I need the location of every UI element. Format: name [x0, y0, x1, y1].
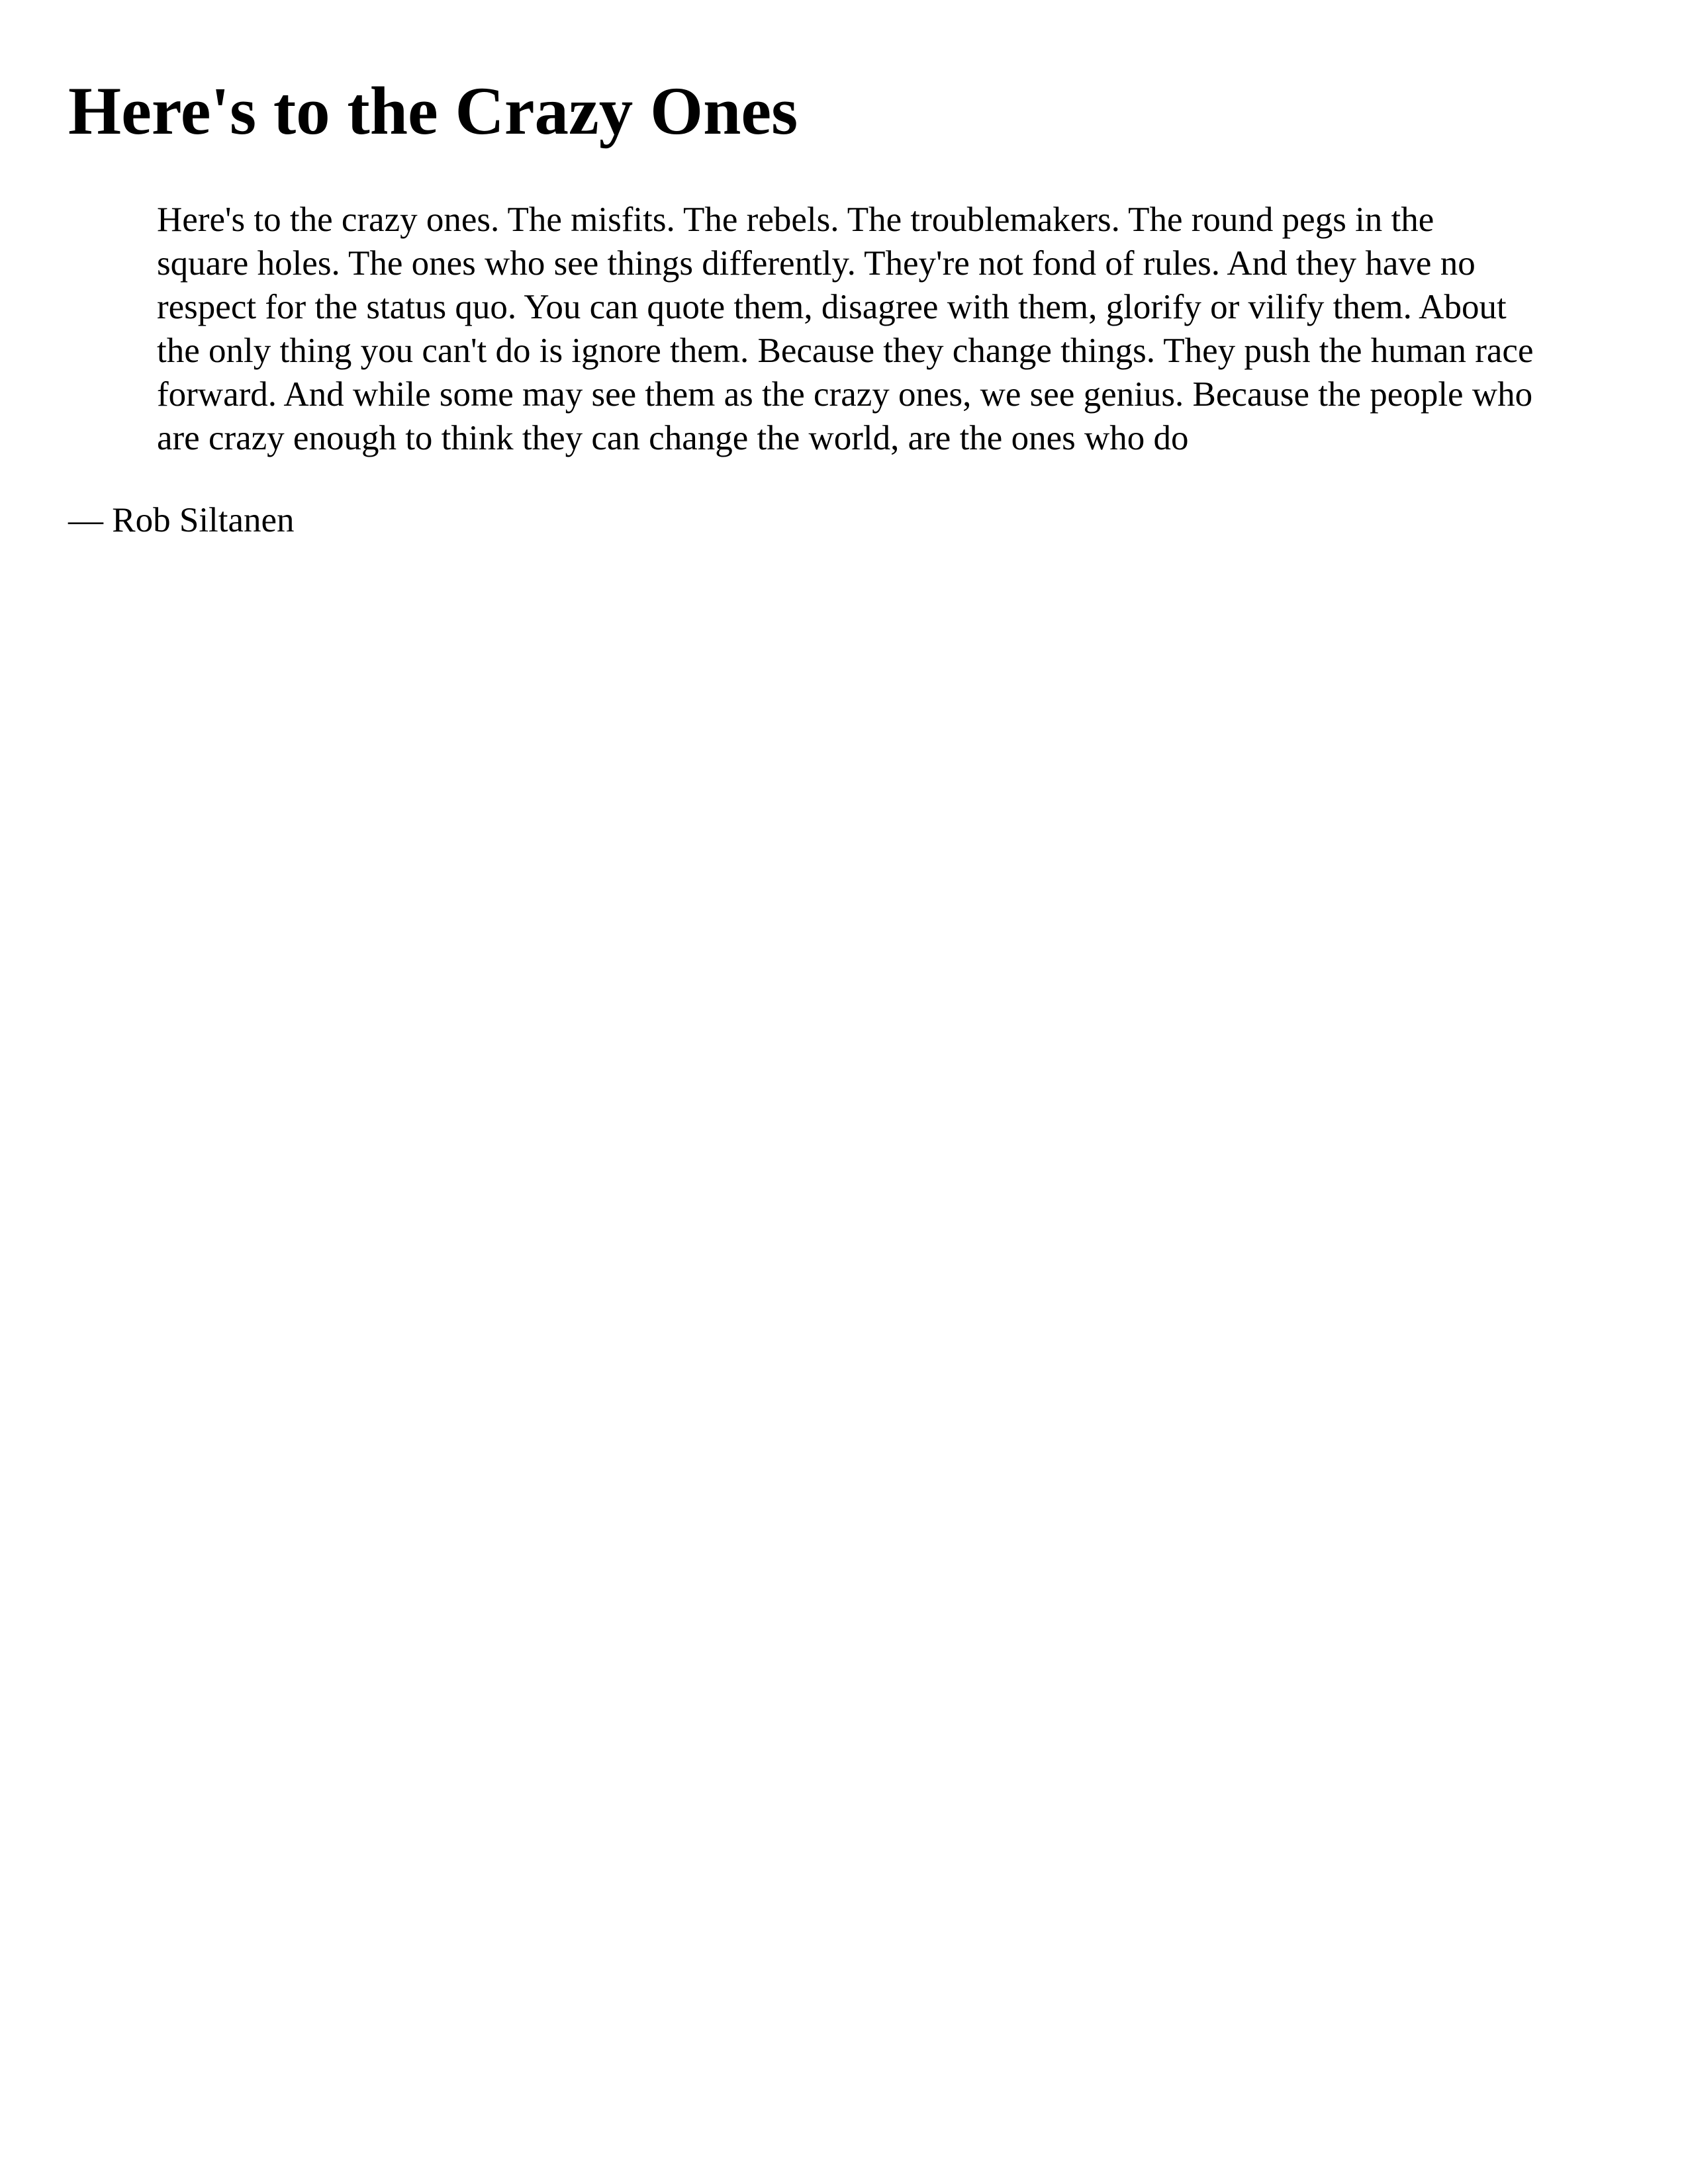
quote-paragraph: Here's to the crazy ones. The misfits. The rebels. The troublemakers. The round pegs in the square holes. The ones who see things differently. They're not fond of rules. And they have no respect for the status quo. You can quote them, disagree with them, glorify or vilify them. About the only thing you can't do is ignore them. Because they change things. They push the human race forward. And while some may see them as the crazy ones, we see genius. Because the people who are crazy enough to think they can change the world, are the ones who do	[157, 201, 1534, 457]
quote-attribution: — Rob Siltanen	[68, 501, 295, 539]
page-title: Here's to the Crazy Ones	[68, 73, 798, 149]
quote-block	[157, 198, 1534, 460]
